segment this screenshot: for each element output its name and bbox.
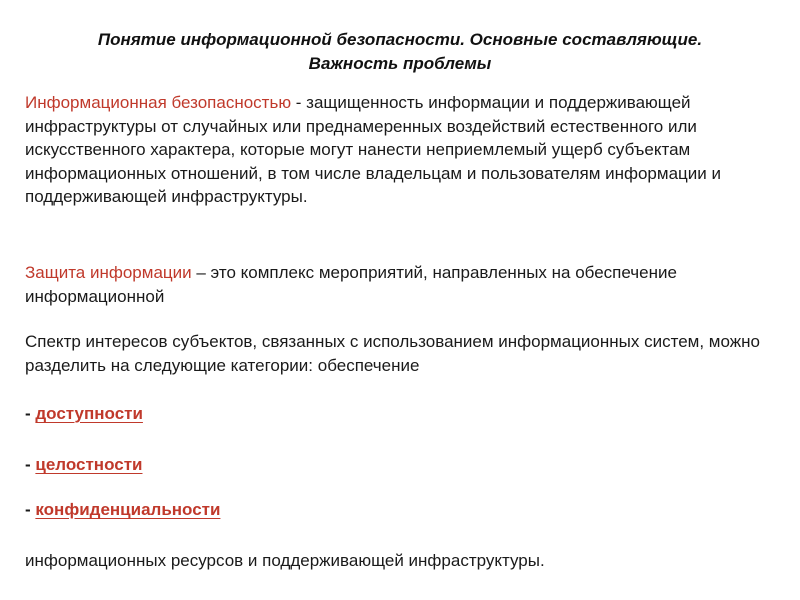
definition-information-protection-text: – это комплекс мероприятий, направленных на обеспечение информационной xyxy=(25,263,677,306)
definition-information-security-text: - защищенность информации и поддерживающей инфраструктуры от случайных или преднамеренных воздействий естественного или искусственного характера, которые могут нанести неприемлемый ущерб субъектам информационных отношений, в том числе владельцам и пользователям информации и поддерживающей инфраструктуры. xyxy=(25,93,721,207)
spectrum-paragraph xyxy=(25,330,765,377)
term-information-security: Информационная безопасностью xyxy=(25,93,292,112)
category-dash: - xyxy=(25,455,36,474)
category-label-integrity: целостности xyxy=(35,455,143,474)
definition-information-security xyxy=(25,91,765,209)
term-information-protection: Защита информации xyxy=(25,263,192,282)
category-availability xyxy=(25,402,143,425)
category-dash: - xyxy=(25,500,36,519)
page-title xyxy=(0,28,800,76)
closing-paragraph xyxy=(25,549,765,573)
title-line-1: Понятие информационной безопасности. Основные составляющие. xyxy=(97,30,703,49)
category-label-availability: доступности xyxy=(35,404,143,423)
closing-text: информационных ресурсов и поддерживающей инфраструктуры. xyxy=(25,551,545,570)
category-dash: - xyxy=(25,404,36,423)
definition-information-protection xyxy=(25,261,765,308)
spectrum-text: Спектр интересов субъектов, связанных с использованием информационных систем, можно разделить на следующие категории: обеспечение xyxy=(25,332,760,375)
category-integrity xyxy=(25,453,142,476)
title-line-2: Важность проблемы xyxy=(308,54,492,73)
category-label-confidentiality: конфиденциальности xyxy=(35,500,221,519)
category-confidentiality xyxy=(25,498,220,521)
